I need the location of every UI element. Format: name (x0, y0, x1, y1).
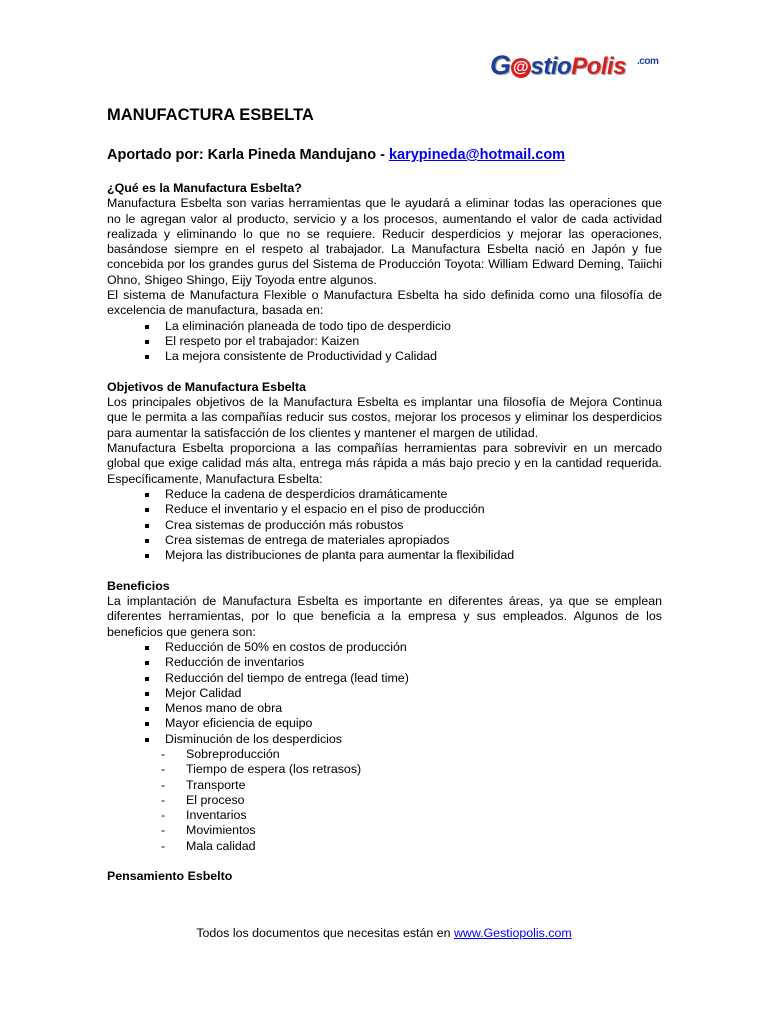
paragraph: El sistema de Manufactura Flexible o Manufactura Esbelta ha sido definida como una filosofía de excelencia de manufactura, basada en: (107, 288, 662, 318)
list-item: Reducción de inventarios (143, 655, 662, 670)
list-item: Mejora las distribuciones de planta para aumentar la flexibilidad (143, 548, 662, 563)
list-item: La mejora consistente de Productividad y Calidad (143, 349, 662, 364)
section-heading-pensamiento: Pensamiento Esbelto (107, 869, 233, 884)
list-item: Mayor eficiencia de equipo (143, 716, 662, 731)
bullet-list (107, 487, 662, 563)
sublist-item: - Inventarios (159, 808, 662, 823)
list-item: Reduce el inventario y el espacio en el piso de producción (143, 502, 662, 517)
list-item: Crea sistemas de entrega de materiales apropiados (143, 533, 662, 548)
bullet-list (107, 640, 662, 747)
gestiopolis-logo[interactable]: G @ stioPolis .com (490, 50, 659, 80)
section-heading-objetivos: Objetivos de Manufactura Esbelta (107, 379, 306, 394)
at-sign-icon: @ (511, 58, 531, 78)
gestiopolis-link[interactable]: www.Gestiopolis.com (453, 926, 572, 940)
document-body (107, 181, 662, 885)
list-item: Reduce la cadena de desperdicios dramáticamente (143, 487, 662, 502)
list-item: La eliminación planeada de todo tipo de desperdicio (143, 319, 662, 334)
sublist-item: - Movimientos (159, 823, 662, 838)
section-heading-que-es: ¿Qué es la Manufactura Esbelta? (107, 181, 302, 195)
list-item: Reducción del tiempo de entrega (lead time) (143, 671, 662, 686)
list-item: Menos mano de obra (143, 701, 662, 716)
list-item: Disminución de los desperdicios (143, 732, 662, 747)
page-footer: Todos los documentos que necesitas están en www.Gestiopolis.com (196, 926, 572, 940)
bullet-list (107, 319, 662, 365)
paragraph: Manufactura Esbelta son varias herramientas que le ayudará a eliminar todas las operaciones que no le agregan valor al producto, servicio y a los procesos, aumentando el valor de cada actividad realizada y eliminando lo que no se requiere. Reducir desperdicios y mejorar las operaciones, basándose siempre en el respeto al trabajador. La Manufactura Esbelta nació en Japón y fue concebida por los grandes gurus del Sistema de Producción Toyota: William Edward Deming, Taiichi Ohno, Shigeo Shingo, Eijy Toyoda entre algunos. (107, 196, 662, 287)
dash-sublist (107, 747, 662, 854)
list-item: El respeto por el trabajador: Kaizen (143, 334, 662, 349)
paragraph: Los principales objetivos de la Manufactura Esbelta es implantar una filosofía de Mejora Continua que le permita a las compañías reducir sus costos, mejorar los procesos y eliminar los desperdicios para aumentar la satisfacción de los clientes y mantener el margen de utilidad. (107, 395, 662, 440)
paragraph: Manufactura Esbelta proporciona a las compañías herramientas para sobrevivir en un mercado global que exige calidad más alta, entrega más rápida a más bajo precio y en la cantidad requerida. Específicamente, Manufactura Esbelta: (107, 441, 662, 486)
sublist-item: - El proceso (159, 793, 662, 808)
list-item: Reducción de 50% en costos de producción (143, 640, 662, 655)
list-item: Crea sistemas de producción más robustos (143, 518, 662, 533)
document-title: MANUFACTURA ESBELTA (107, 106, 314, 124)
sublist-item: - Mala calidad (159, 839, 662, 854)
section-heading-beneficios: Beneficios (107, 578, 170, 593)
sublist-item: - Transporte (159, 778, 662, 793)
sublist-item: - Tiempo de espera (los retrasos) (159, 762, 662, 777)
paragraph: La implantación de Manufactura Esbelta es importante en diferentes áreas, ya que se emplean diferentes herramientas, por lo que beneficia a la empresa y sus empleados. Algunos de los beneficios que genera son: (107, 594, 662, 639)
author-email-link[interactable]: karypineda@hotmail.com (388, 147, 566, 163)
author-line: Aportado por: Karla Pineda Mandujano - karypineda@hotmail.com (107, 147, 566, 163)
sublist-item: - Sobreproducción (159, 747, 662, 762)
list-item: Mejor Calidad (143, 686, 662, 701)
